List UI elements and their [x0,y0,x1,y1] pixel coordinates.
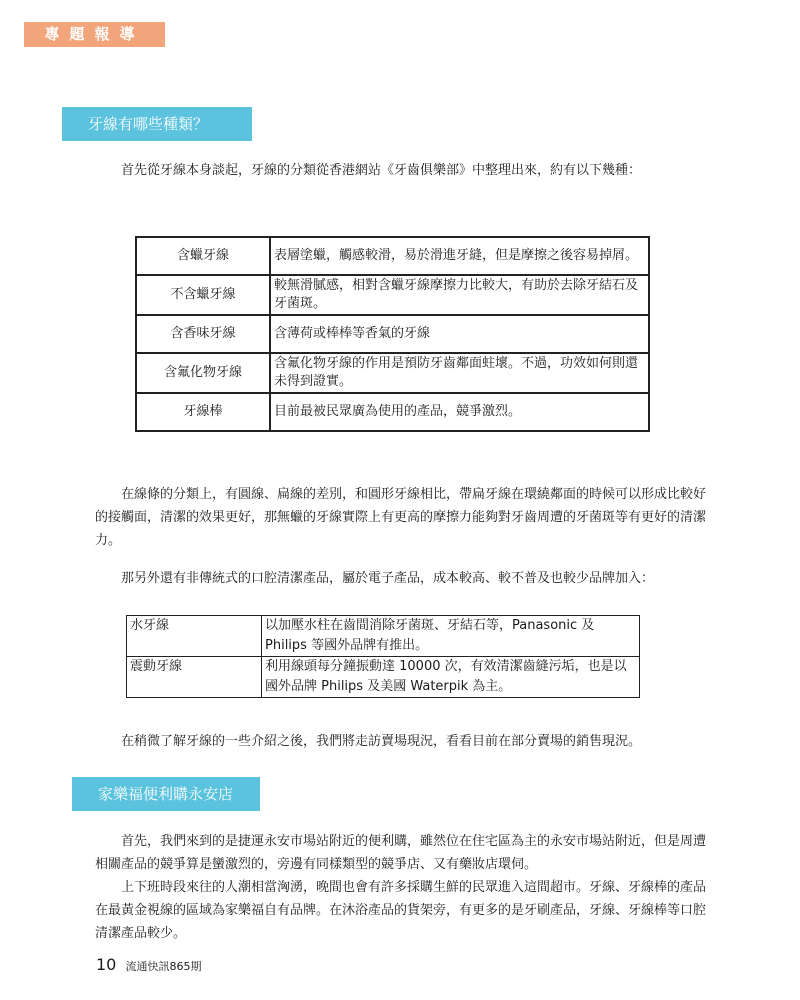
section-heading-store: 家樂福便利購永安店 [72,777,260,811]
publication-title: 流通快訊865期 [125,960,202,973]
description-cell: 利用線頭每分鐘振動達 10000 次，有效清潔齒縫污垢，也是以國外品牌 Philips 及美國 Waterpik 為主。 [262,657,640,698]
table-row [136,393,649,431]
table-row [127,616,640,657]
description-cell: 較無滑膩感，相對含蠟牙線摩擦力比較大，有助於去除牙結石及牙菌斑。 [270,275,649,315]
table-row [136,237,649,275]
table-row [136,275,649,315]
description-cell: 含氟化物牙線的作用是預防牙齒鄰面蛀壞。不過，功效如何則還未得到證實。 [270,353,649,393]
intro-paragraph: 首先從牙線本身談起，牙線的分類從香港網站《牙齒俱樂部》中整理出來，約有以下幾種： [121,163,642,178]
table-row [136,353,649,393]
transition-paragraph: 在稍微了解牙線的一些介紹之後，我們將走訪賣場現況，看看目前在部分賣場的銷售現況。 [121,734,642,749]
description-cell: 表層塗蠟，觸感較滑，易於滑進牙縫，但是摩擦之後容易掉屑。 [270,237,649,275]
type-cell: 含氟化物牙線 [136,353,270,393]
type-cell: 含香味牙線 [136,315,270,353]
type-cell: 震動牙線 [127,657,262,698]
shape-paragraph: 在線條的分類上，有圓線、扁線的差別，和圓形牙線相比，帶扁牙線在環繞鄰面的時候可以形成比較好的接觸面，清潔的效果更好，那無蠟的牙線實際上有更高的摩擦力能夠對牙齒周遭的牙菌斑等有更好的清潔力。 [95,487,707,548]
electric-paragraph: 那另外還有非傳統式的口腔清潔產品，屬於電子產品，成本較高、較不普及也較少品牌加入： [121,571,655,586]
table-row [127,657,640,698]
page-footer [96,955,202,974]
section-heading-floss-types: 牙線有哪些種類？ [62,107,252,141]
description-cell: 含薄荷或棒棒等香氣的牙線 [270,315,649,353]
store-paragraph-2: 上下班時段來往的人潮相當洶湧，晚間也會有許多採購生鮮的民眾進入這間超市。牙線、牙線棒的產品在最黃金視線的區域為家樂福自有品牌。在沐浴產品的貨架旁，有更多的是牙刷產品，牙線、牙線棒等口腔清潔產品較少。 [95,880,707,941]
store-paragraph-1: 首先，我們來到的是捷運永安市場站附近的便利購，雖然位在住宅區為主的永安市場站附近，但是周遭相關產品的競爭算是蠻激烈的，旁邊有同樣類型的競爭店、又有藥妝店環伺。 [95,834,707,872]
table-row [136,315,649,353]
section-tag: 專題報導 [24,22,165,47]
floss-types-table [135,236,650,432]
type-cell: 牙線棒 [136,393,270,431]
type-cell: 不含蠟牙線 [136,275,270,315]
type-cell: 含蠟牙線 [136,237,270,275]
type-cell: 水牙線 [127,616,262,657]
page-number: 10 [96,955,117,974]
description-cell: 目前最被民眾廣為使用的產品，競爭激烈。 [270,393,649,431]
description-cell: 以加壓水柱在齒間消除牙菌斑、牙結石等，Panasonic 及 Philips 等國外品牌有推出。 [262,616,640,657]
electric-floss-table [126,615,640,698]
